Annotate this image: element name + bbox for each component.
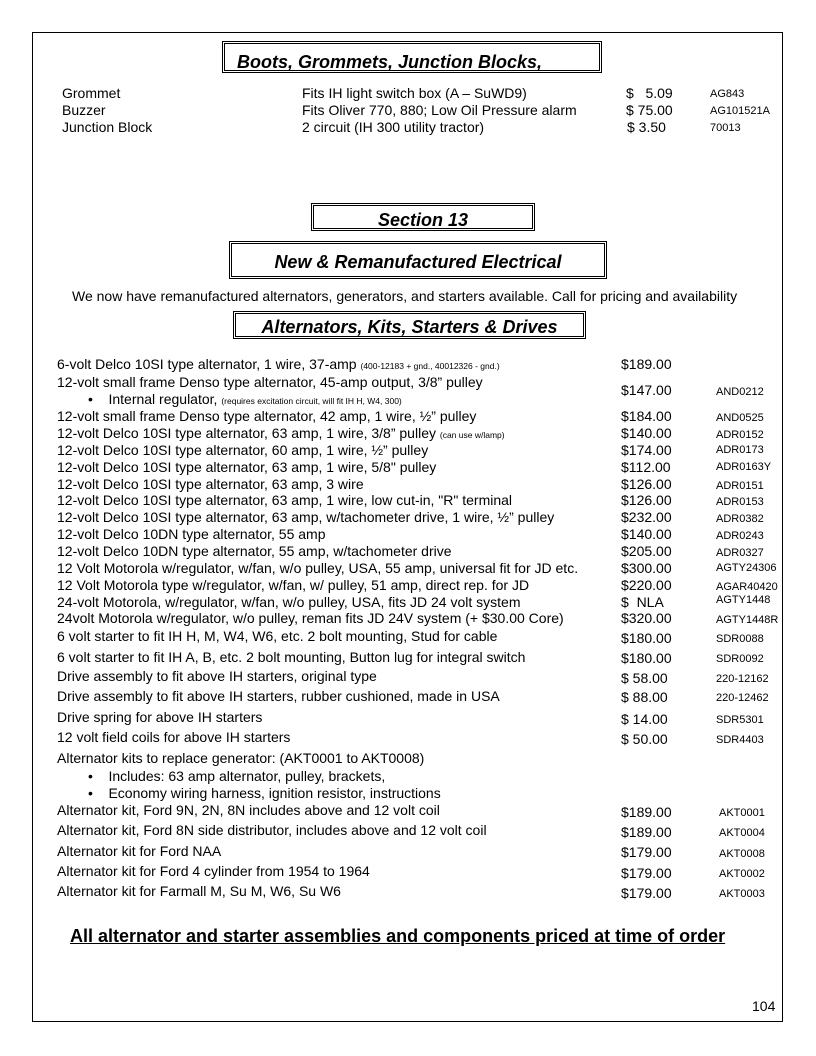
- item-price: $ 58.00: [621, 670, 668, 686]
- item-code: SDR4403: [716, 734, 764, 746]
- item-price: $189.00: [621, 356, 672, 372]
- item-price: $180.00: [621, 650, 672, 666]
- item-price: $126.00: [621, 476, 672, 492]
- item-price: $179.00: [621, 865, 672, 881]
- header-alternators-text: Alternators, Kits, Starters & Drives: [261, 317, 558, 337]
- top-item-price: $ 3.50: [627, 119, 666, 135]
- list-item: [57, 408, 787, 425]
- list-item: [57, 492, 787, 509]
- top-item-desc: Fits Oliver 770, 880; Low Oil Pressure alarm: [302, 102, 577, 118]
- list-item: [57, 610, 787, 627]
- bullet-regulator-text: Internal regulator,: [108, 391, 218, 407]
- list-item: [57, 688, 787, 705]
- item-price: $174.00: [621, 442, 672, 458]
- bullet-includes: [88, 768, 385, 785]
- list-item: [57, 843, 787, 860]
- top-item-code: AG101521A: [710, 105, 770, 117]
- item-description: Drive assembly to fit above IH starters, rubber cushioned, made in USA: [57, 688, 500, 704]
- item-price: $126.00: [621, 492, 672, 508]
- item-price: $189.00: [621, 804, 672, 820]
- item-code: AKT0004: [719, 827, 765, 839]
- item-description: 12 Volt Motorola type w/regulator, w/fan, w/ pulley, 51 amp, direct rep. for JD: [57, 577, 530, 593]
- list-item: [57, 543, 787, 560]
- top-item-desc: Fits IH light switch box (A – SuWD9): [302, 85, 527, 101]
- list-item: [57, 628, 787, 645]
- item-description: Drive assembly to fit above IH starters, original type: [57, 668, 377, 684]
- item-code: SDR0092: [716, 653, 764, 665]
- top-item-name: Grommet: [62, 85, 121, 101]
- top-item-desc: 2 circuit (IH 300 utility tractor): [302, 119, 485, 135]
- item-description: 6 volt starter to fit IH A, B, etc. 2 bolt mounting, Button lug for integral switch: [57, 649, 526, 665]
- item-description: Alternator kit for Farmall M, Su M, W6, Su W6: [57, 883, 341, 899]
- list-item: [57, 459, 787, 476]
- item-price: $147.00: [621, 382, 672, 398]
- item-description: Alternator kit, Ford 9N, 2N, 8N includes above and 12 volt coil: [57, 802, 440, 818]
- item-description: 12 volt field coils for above IH starters: [57, 729, 291, 745]
- item-code: AKT0003: [719, 888, 765, 900]
- item-code: AKT0008: [719, 848, 765, 860]
- item-description: 12-volt Delco 10DN type alternator, 55 amp, w/tachometer drive: [57, 543, 452, 559]
- item-description: 12-volt small frame Denso type alternator, 45-amp output, 3/8” pulley: [57, 374, 483, 390]
- list-item: [57, 509, 787, 526]
- item-code: AGAR40420: [716, 581, 778, 593]
- header-boots: [222, 41, 602, 73]
- item-code: ADR0243: [716, 530, 764, 542]
- item-code: AKT0001: [719, 807, 765, 819]
- intro-text: We now have remanufactured alternators, generators, and starters available. Call for pricing and availability: [72, 288, 738, 304]
- header-boots-text: Boots, Grommets, Junction Blocks,: [237, 52, 543, 72]
- item-description: 12-volt Delco 10SI type alternator, 63 amp, 3 wire: [57, 476, 364, 492]
- item-description: 12-volt Delco 10SI type alternator, 60 amp, 1 wire, ½” pulley: [57, 442, 429, 458]
- section-title-text: Section 13: [377, 210, 469, 230]
- list-item: [57, 594, 787, 611]
- list-item: [57, 356, 787, 373]
- footer-notice: All alternator and starter assemblies and components priced at time of order: [70, 926, 726, 946]
- item-price: $ 14.00: [621, 711, 668, 727]
- item-code: AKT0002: [719, 868, 765, 880]
- item-code: 220-12162: [716, 673, 769, 685]
- list-item: [57, 709, 787, 726]
- item-price: $189.00: [621, 824, 672, 840]
- bullet-dot-icon: •: [88, 391, 93, 407]
- list-item: [57, 476, 787, 493]
- item-description: Alternator kit for Ford 4 cylinder from 1954 to 1964: [57, 863, 370, 879]
- list-item: [57, 425, 787, 442]
- item-price: $140.00: [621, 425, 672, 441]
- list-item: [57, 750, 787, 767]
- item-price: $ 88.00: [621, 689, 668, 705]
- list-item: [57, 729, 787, 746]
- item-description: 6-volt Delco 10SI type alternator, 1 wire, 37-amp: [57, 356, 357, 372]
- item-code: ADR0382: [716, 513, 764, 525]
- list-item: [57, 526, 787, 543]
- page-number: 104: [752, 998, 776, 1014]
- top-item-price: $ 75.00: [626, 102, 673, 118]
- item-description: 24-volt Motorola, w/regulator, w/fan, w/o pulley, USA, fits JD 24 volt system: [57, 594, 521, 610]
- list-item: [57, 883, 787, 900]
- item-price: $300.00: [621, 560, 672, 576]
- item-description: 24volt Motorola w/regulator, w/o pulley, reman fits JD 24V system (+ $30.00 Core): [57, 610, 564, 626]
- item-code: ADR0153: [716, 496, 764, 508]
- item-description: 12-volt Delco 10SI type alternator, 63 amp, w/tachometer drive, 1 wire, ½” pulley: [57, 509, 555, 525]
- item-price: $112.00: [621, 459, 671, 475]
- item-code: SDR5301: [716, 714, 764, 726]
- item-code: 220-12462: [716, 692, 769, 704]
- item-price: $ 50.00: [621, 731, 668, 747]
- item-price: $ NLA: [621, 594, 664, 610]
- bullet-includes-text: Includes: 63 amp alternator, pulley, brackets,: [108, 768, 386, 784]
- item-price: $232.00: [621, 509, 672, 525]
- item-code: ADR0163Y: [716, 461, 772, 473]
- item-description: Alternator kits to replace generator: (AKT0001 to AKT0008): [57, 750, 425, 766]
- bullet-dot-icon: •: [88, 768, 93, 784]
- list-item: [57, 863, 787, 880]
- list-item: [57, 577, 787, 594]
- header-new-reman: [229, 241, 607, 279]
- top-item-name: Junction Block: [62, 119, 153, 135]
- item-code: AGTY24306: [716, 562, 777, 574]
- item-description: 12-volt Delco 10DN type alternator, 55 amp: [57, 526, 326, 542]
- item-code: AGTY1448R: [716, 614, 779, 626]
- header-new-reman-text: New & Remanufactured Electrical: [274, 252, 562, 272]
- item-description: Drive spring for above IH starters: [57, 709, 263, 725]
- item-price: $180.00: [621, 630, 672, 646]
- item-description: Alternator kit, Ford 8N side distributor, includes above and 12 volt coil: [57, 822, 487, 838]
- item-note: (400-12183 + gnd., 40012326 - gnd.): [360, 361, 500, 371]
- item-code: ADR0152: [716, 429, 764, 441]
- item-price: $179.00: [621, 844, 672, 860]
- item-note: (can use w/lamp): [439, 430, 505, 440]
- list-item: [57, 649, 787, 666]
- item-price: $320.00: [621, 610, 672, 626]
- item-description: 12-volt Delco 10SI type alternator, 63 amp, 1 wire, 3/8” pulley: [57, 425, 436, 441]
- item-description: 12-volt small frame Denso type alternator, 42 amp, 1 wire, ½” pulley: [57, 408, 477, 424]
- item-description: 6 volt starter to fit IH H, M, W4, W6, etc. 2 bolt mounting, Stud for cable: [57, 628, 498, 644]
- list-item: [57, 560, 787, 577]
- item-code: ADR0173: [716, 444, 764, 456]
- item-price: $140.00: [621, 526, 672, 542]
- item-code: AND0525: [716, 412, 764, 424]
- bullet-economy: [88, 785, 441, 802]
- item-description: 12 Volt Motorola w/regulator, w/fan, w/o pulley, USA, 55 amp, universal fit for JD etc.: [57, 560, 579, 576]
- item-code: AGTY1448: [716, 594, 771, 606]
- top-item-price: $ 5.09: [626, 85, 673, 101]
- list-item: [57, 822, 787, 839]
- item-price: $184.00: [621, 408, 672, 424]
- list-item: [57, 442, 787, 459]
- item-code: ADR0327: [716, 547, 764, 559]
- item-description: Alternator kit for Ford NAA: [57, 843, 222, 859]
- item-price: $205.00: [621, 543, 672, 559]
- bullet-economy-text: Economy wiring harness, ignition resistor, instructions: [108, 785, 441, 801]
- section-title: [311, 203, 535, 231]
- list-item: [57, 668, 787, 685]
- item-code: AND0212: [716, 386, 764, 398]
- top-item-code: 70013: [710, 122, 741, 134]
- item-description: 12-volt Delco 10SI type alternator, 63 amp, 1 wire, low cut-in, "R" terminal: [57, 492, 513, 508]
- list-item: [57, 802, 787, 819]
- bullet-regulator-note: (requires excitation circuit, will fit IH H, W4, 300): [221, 396, 402, 406]
- item-code: SDR0088: [716, 633, 764, 645]
- header-alternators: [233, 311, 586, 339]
- item-description: 12-volt Delco 10SI type alternator, 63 amp, 1 wire, 5/8" pulley: [57, 459, 437, 475]
- item-price: $179.00: [621, 885, 672, 901]
- item-code: ADR0151: [716, 480, 764, 492]
- bullet-dot-icon: •: [88, 785, 93, 801]
- top-item-code: AG843: [710, 88, 745, 100]
- item-price: $220.00: [621, 577, 672, 593]
- top-item-name: Buzzer: [62, 102, 106, 118]
